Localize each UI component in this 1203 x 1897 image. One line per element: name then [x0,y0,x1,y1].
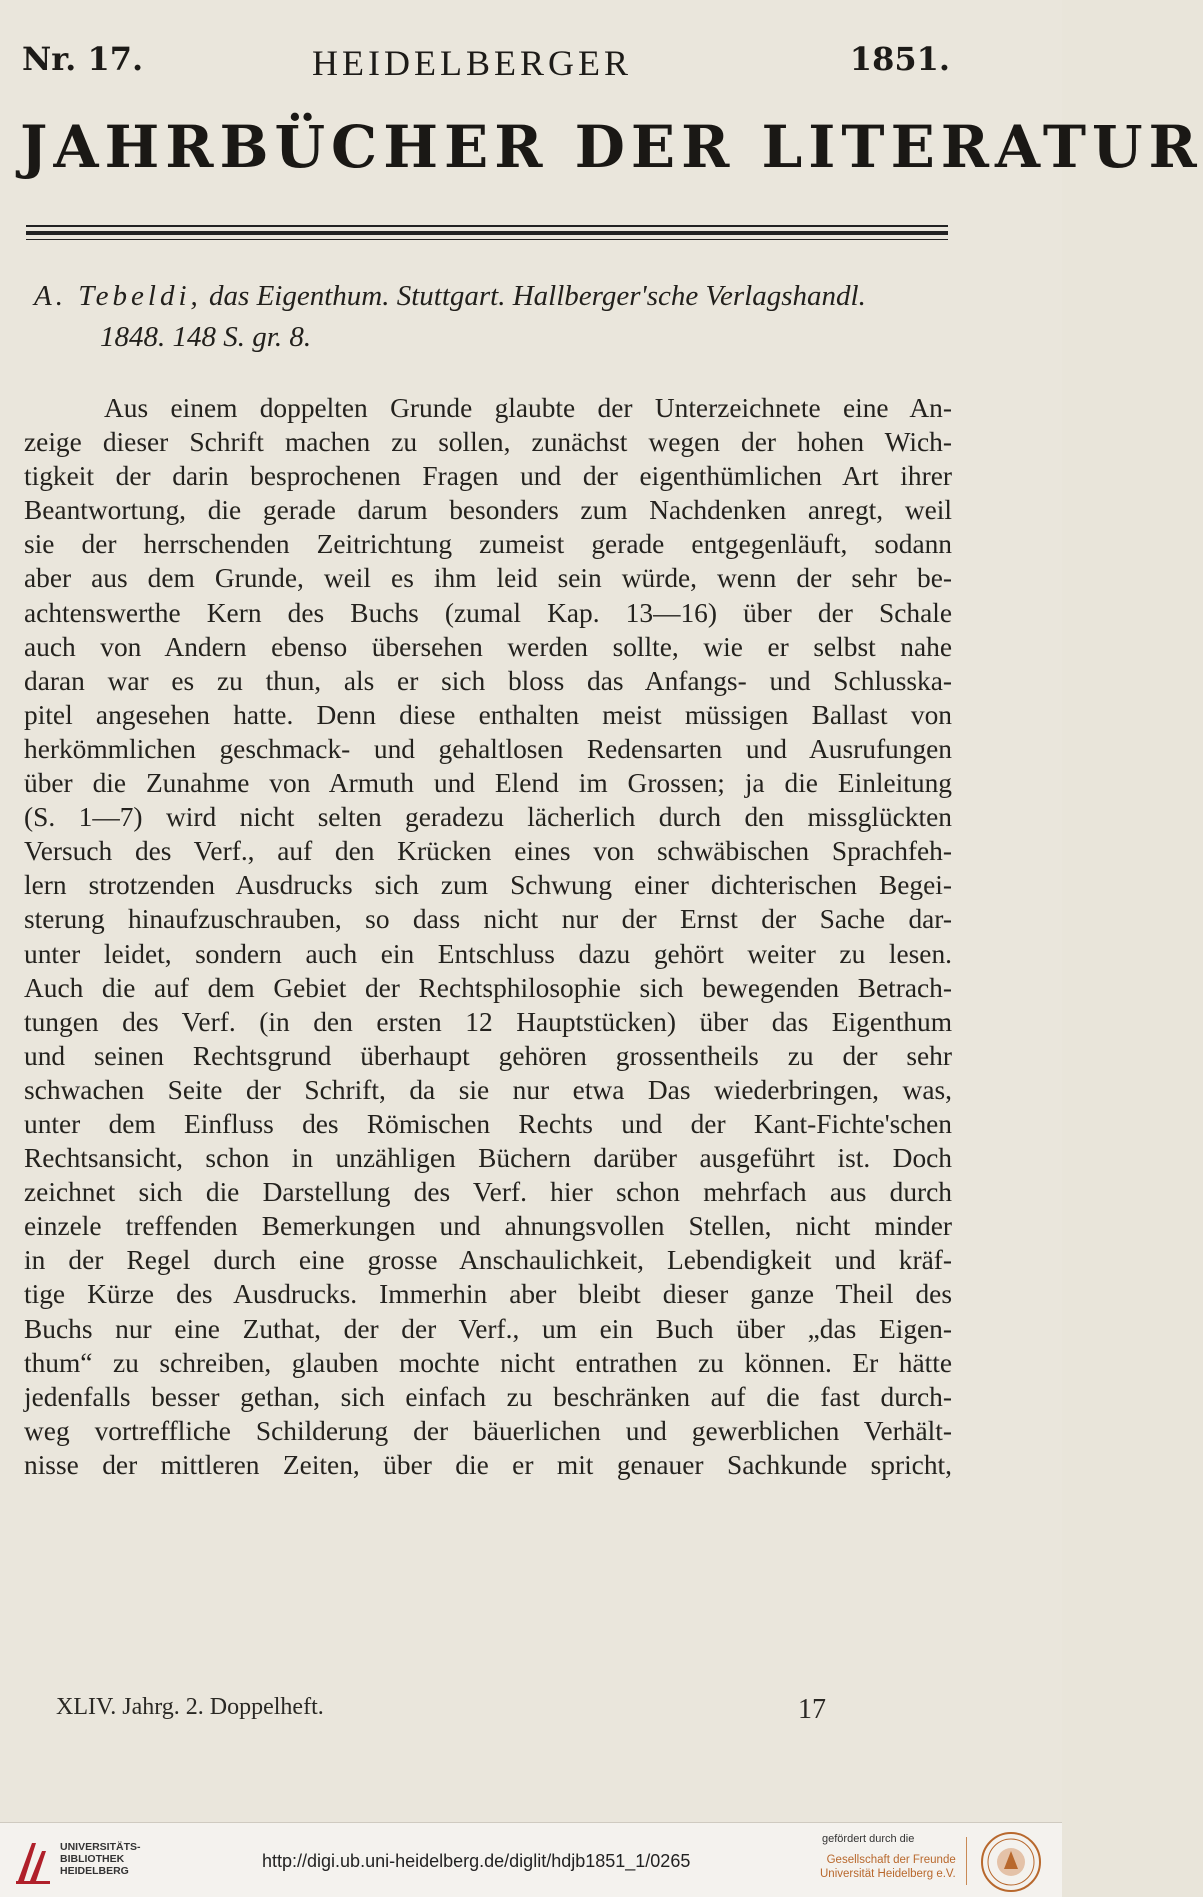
divider-rule [26,239,948,240]
text-line: in der Regel durch eine grosse Anschaulichkeit, Lebendigkeit und kräf- [24,1245,952,1276]
divider-rule [26,231,948,235]
text-line: zeige dieser Schrift machen zu sollen, zunächst wegen der hohen Wich- [24,427,952,458]
text-line: tige Kürze des Ausdrucks. Immerhin aber bleibt dieser ganze Theil des [24,1279,952,1310]
text-line: unter dem Einfluss des Römischen Rechts und der Kant-Fichte'schen [24,1108,952,1139]
cited-title: das Eigenthum. Stuttgart. Hallberger'sche Verlagshandl. [201,280,866,312]
text-line: tungen des Verf. (in den ersten 12 Hauptstücken) über das Eigenthum [24,1006,952,1037]
library-logo-icon [12,1837,54,1887]
text-line: daran war es zu thun, als er sich bloss das Anfangs- und Schlusska- [24,665,952,696]
text-line: Aus einem doppelten Grunde glaubte der Unterzeichnete eine An- [104,393,952,423]
text-line: (S. 1—7) wird nicht selten geradezu lächerlich durch den missglückten [24,802,952,833]
text-line: und seinen Rechtsgrund überhaupt gehören grossentheils zu der sehr [24,1040,952,1071]
issue-number: Nr. 17. [22,40,144,78]
review-body [24,391,952,1482]
text-line: lern strotzenden Ausdrucks sich zum Schwung einer dichterischen Begei- [24,870,952,901]
text-line: tigkeit der darin besprochenen Fragen und der eigenthümlichen Art ihrer [24,461,952,492]
text-line: zeichnet sich die Darstellung des Verf. hier schon mehrfach aus durch [24,1177,952,1208]
text-line: weg vortreffliche Schilderung der bäuerlichen und gewerblichen Verhält- [24,1415,952,1446]
page-header [22,40,950,90]
library-name: UNIVERSITÄTS- BIBLIOTHEK HEIDELBERG [60,1841,141,1877]
digitization-footer [0,1822,1062,1897]
text-line: herkömmlichen geschmack- und gehaltlosen Redensarten und Ausrufungen [24,733,952,764]
cited-author: A. Tebeldi, [34,280,202,312]
text-line: unter leidet, sondern auch ein Entschluss dazu gehört weiter zu lesen. [24,938,952,969]
text-line: sie der herrschenden Zeitrichtung zumeist gerade entgegenläuft, sodann [24,529,952,560]
permalink[interactable]: http://digi.ub.uni-heidelberg.de/diglit/hdjb1851_1/0265 [262,1851,691,1871]
journal-title: JAHRBÜCHER DER LITERATUR [20,113,1203,181]
text-line: nisse der mittleren Zeiten, über die er mit genauer Sachkunde spricht, [24,1449,952,1480]
funded-by-label: gefördert durch die [822,1833,915,1845]
signature-sheet-number: 17 [798,1694,826,1725]
text-line: Auch die auf dem Gebiet der Rechtsphilosophie sich bewegenden Betrach- [24,972,952,1003]
text-line: einzele treffenden Bemerkungen und ahnungsvollen Stellen, nicht minder [24,1211,952,1242]
university-seal-icon [980,1831,1042,1893]
text-line: Beantwortung, die gerade darum besonders zum Nachdenken anregt, weil [24,495,952,526]
year: 1851. [849,40,950,78]
text-line: achtenswerthe Kern des Buchs (zumal Kap. 13—16) über der Schale [24,597,952,628]
text-line: Buchs nur eine Zuthat, der der Verf., um ein Buch über „das Eigen- [24,1313,952,1344]
cited-details: 1848. 148 S. gr. 8. [100,321,312,353]
text-line: thum“ zu schreiben, glauben mochte nicht entrathen zu können. Er hätte [24,1347,952,1378]
society-name: Gesellschaft der Freunde Universität Heidelberg e.V. [820,1854,956,1880]
text-line: pitel angesehen hatte. Denn diese enthalten meist müssigen Ballast von [24,699,952,730]
text-line: Rechtsansicht, schon in unzähligen Büchern darüber ausgeführt ist. Doch [24,1143,952,1174]
running-title: HEIDELBERGER [312,43,632,83]
text-line: Versuch des Verf., auf den Krücken eines von schwäbischen Sprachfeh- [24,836,952,867]
text-line: aber aus dem Grunde, weil es ihm leid sein würde, wenn der sehr be- [24,563,952,594]
text-line: auch von Andern ebenso übersehen werden sollte, wie er selbst nahe [24,631,952,662]
signature-volume: XLIV. Jahrg. 2. Doppelheft. [56,1694,324,1720]
divider-rule [26,225,948,227]
text-line: über die Zunahme von Armuth und Elend im Grossen; ja die Einleitung [24,768,952,799]
footer-divider [966,1837,967,1885]
text-line: schwachen Seite der Schrift, da sie nur etwa Das wiederbringen, was, [24,1074,952,1105]
text-line: jedenfalls besser gethan, sich einfach zu beschränken auf die fast durch- [24,1381,952,1412]
text-line: sterung hinaufzuschrauben, so dass nicht nur der Ernst der Sache dar- [24,904,952,935]
